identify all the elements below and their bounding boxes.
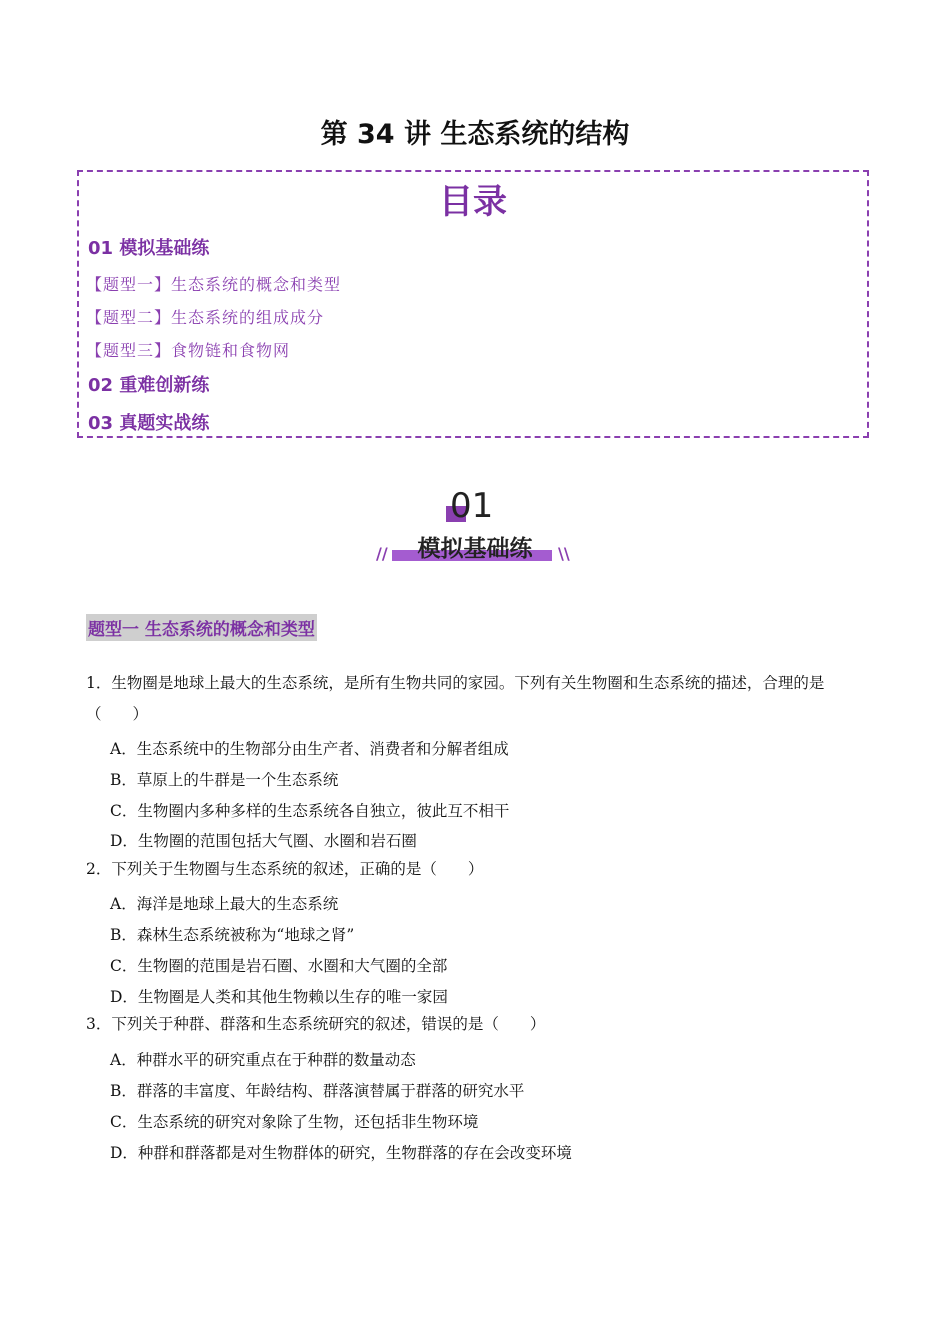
banner-right-slash: \\ [558,544,570,563]
question-2-stem: 2．下列关于生物圈与生态系统的叙述，正确的是（ ） [86,860,484,878]
toc-item-type-3[interactable]: 【题型三】食物链和食物网 [86,341,291,360]
section-banner [370,486,580,572]
question-1-stem: 1．生物圈是地球上最大的生态系统，是所有生物共同的家园。下列有关生物圈和生态系统的描述，合理的是（ ） [86,674,825,723]
question-3-stem: 3．下列关于种群、群落和生态系统研究的叙述，错误的是（ ） [86,1015,546,1033]
question-3-option-b[interactable]: B．群落的丰富度、年龄结构、群落演替属于群落的研究水平 [110,1082,525,1100]
toc-heading: 目录 [439,182,507,222]
question-2-option-d[interactable]: D．生物圈是人类和其他生物赖以生存的唯一家园 [110,988,448,1006]
question-3-option-a[interactable]: A．种群水平的研究重点在于种群的数量动态 [110,1051,416,1069]
toc-item-section-03[interactable]: 03 真题实战练 [88,413,210,434]
question-3-option-c[interactable]: C．生态系统的研究对象除了生物，还包括非生物环境 [110,1113,479,1131]
toc-item-type-2[interactable]: 【题型二】生态系统的组成成分 [86,308,325,327]
page-title: 第 34 讲 生态系统的结构 [320,119,630,150]
question-1-option-b[interactable]: B．草原上的牛群是一个生态系统 [110,771,339,789]
question-1-option-c[interactable]: C．生物圈内多种多样的生态系统各自独立，彼此互不相干 [110,802,510,820]
table-of-contents [77,170,869,438]
question-1-option-d[interactable]: D．生物圈的范围包括大气圈、水圈和岩石圈 [110,832,417,850]
question-3-option-d[interactable]: D．种群和群落都是对生物群体的研究，生物群落的存在会改变环境 [110,1144,572,1162]
banner-left-slash: // [376,544,388,563]
banner-number: 01 [450,486,494,526]
section-title: 题型一 生态系统的概念和类型 [86,614,317,641]
toc-item-type-1[interactable]: 【题型一】生态系统的概念和类型 [86,275,342,294]
banner-label: 模拟基础练 [417,536,533,562]
question-2-option-b[interactable]: B．森林生态系统被称为“地球之肾” [110,926,355,944]
question-2-option-c[interactable]: C．生物圈的范围是岩石圈、水圈和大气圈的全部 [110,957,448,975]
toc-item-section-01[interactable]: 01 模拟基础练 [88,238,210,259]
question-2-option-a[interactable]: A．海洋是地球上最大的生态系统 [110,895,339,913]
toc-item-section-02[interactable]: 02 重难创新练 [88,375,210,396]
question-1-option-a[interactable]: A．生态系统中的生物部分由生产者、消费者和分解者组成 [110,740,509,758]
